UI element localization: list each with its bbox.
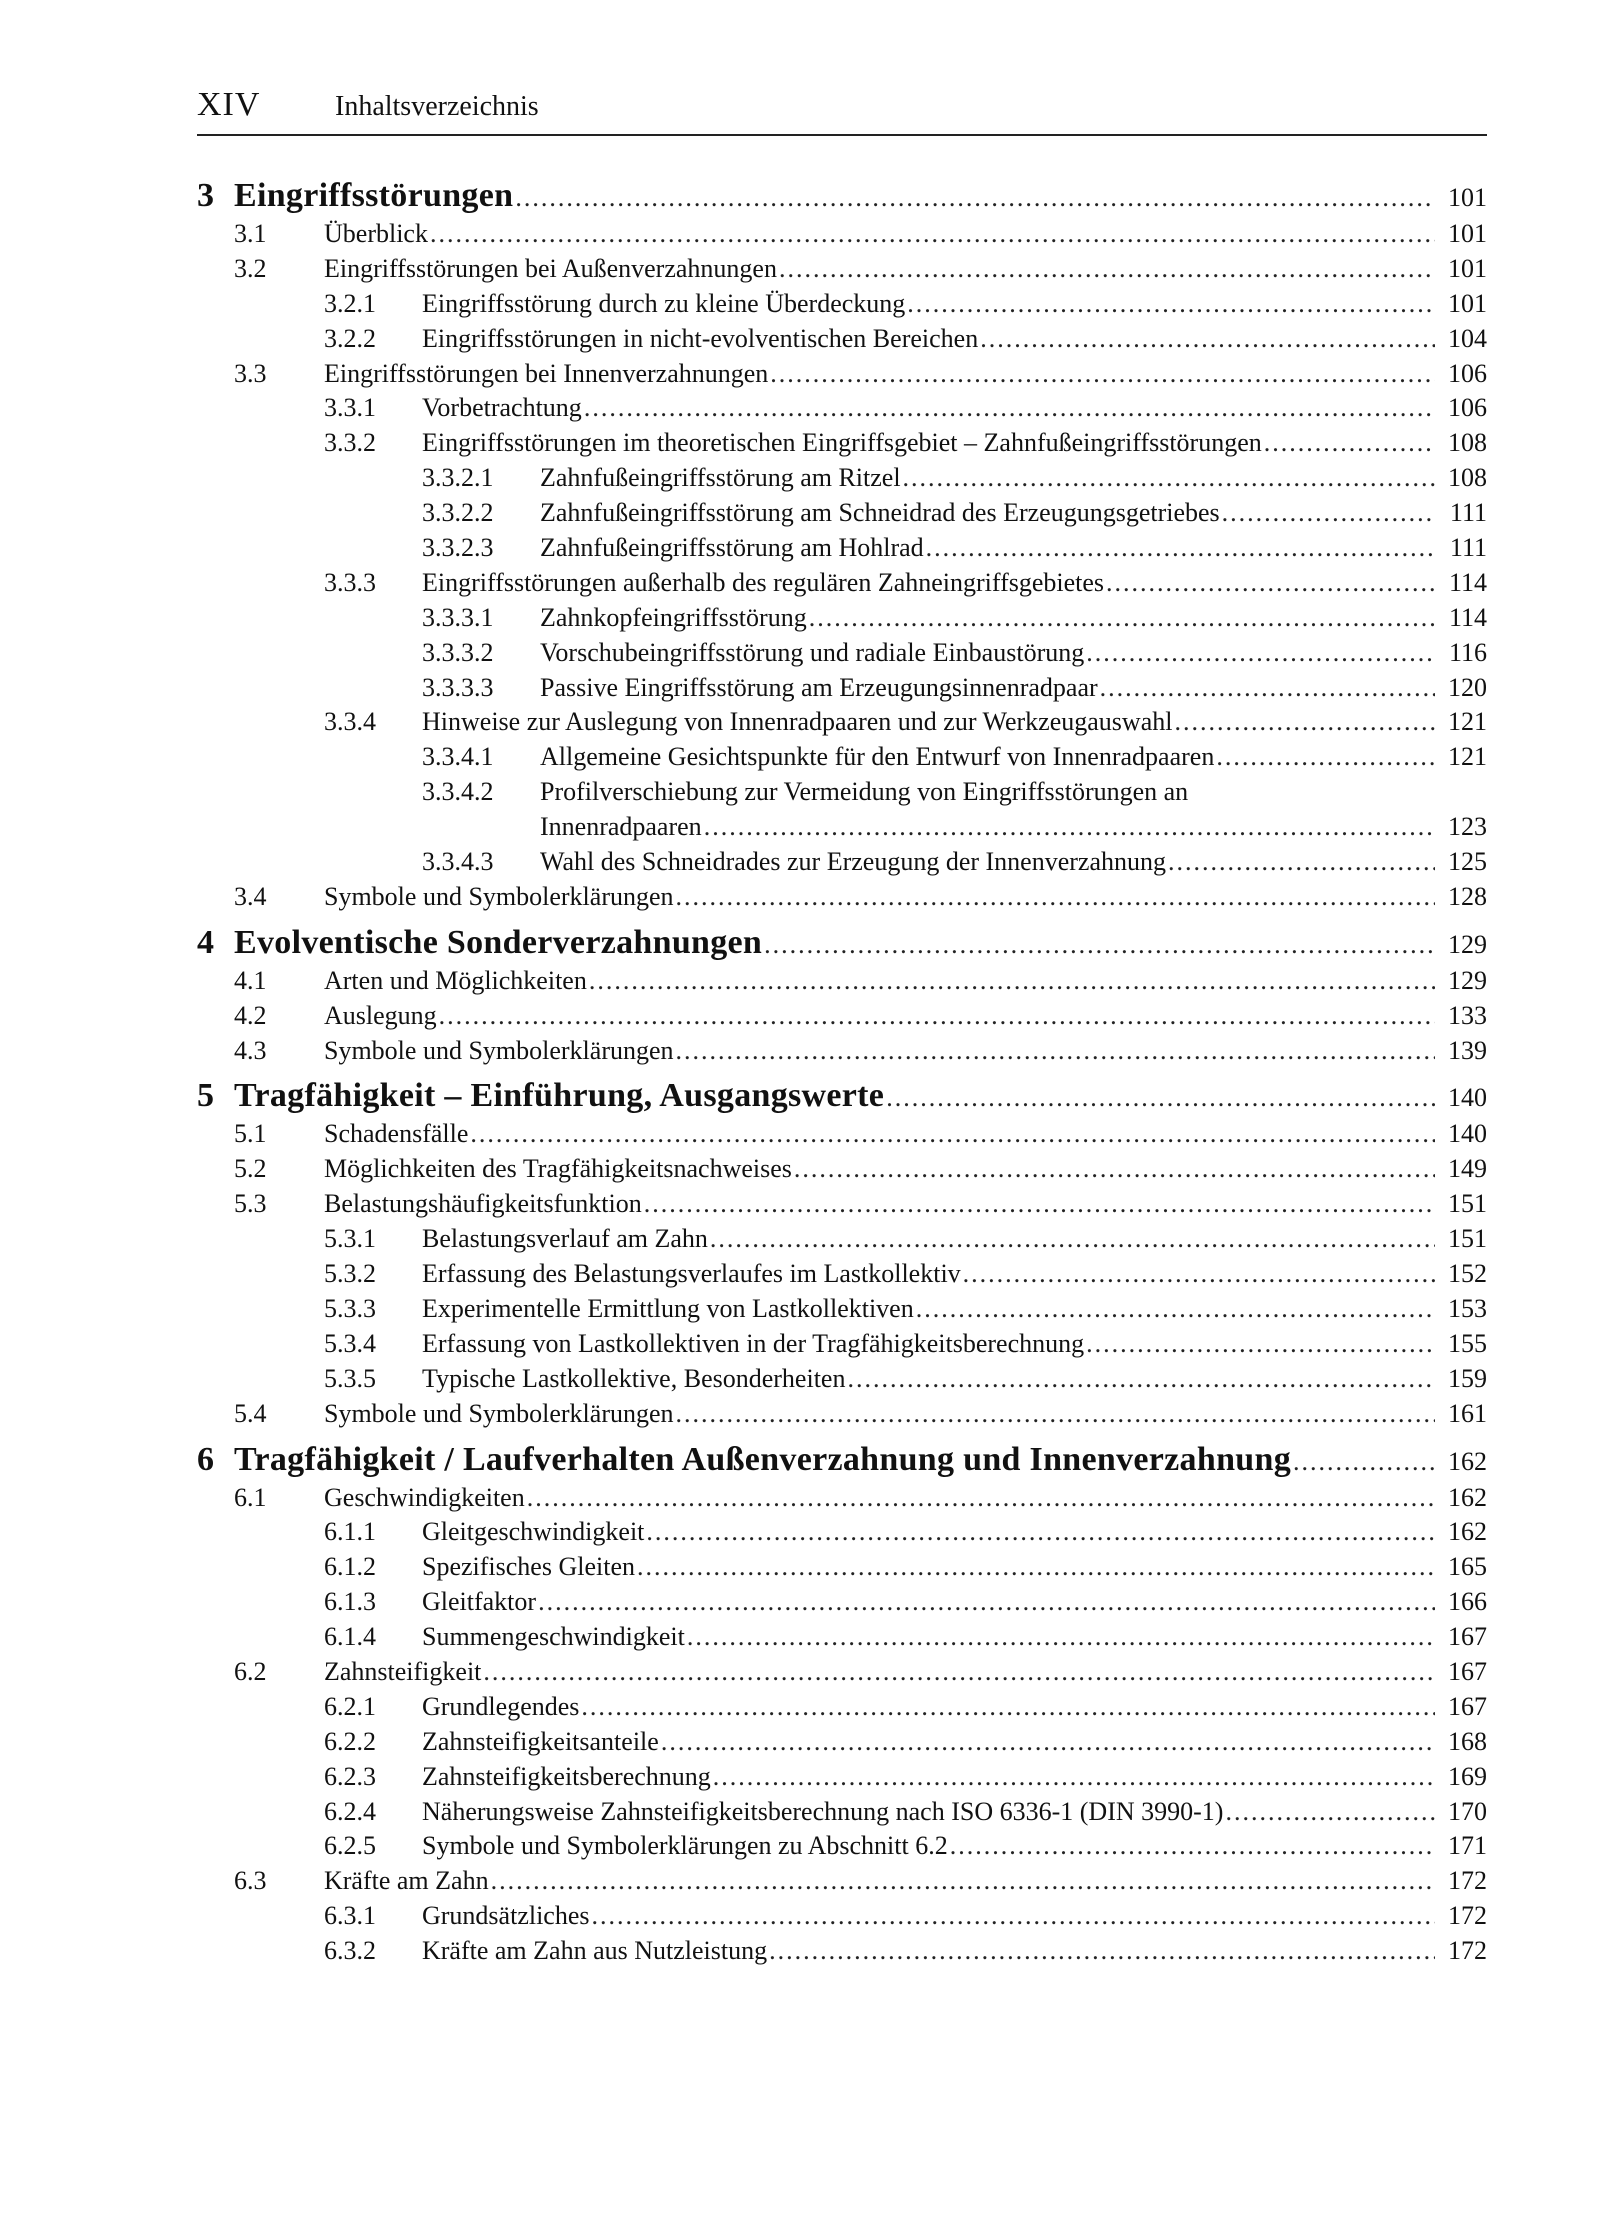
toc-page-number: 159 [1448,1363,1487,1393]
toc-leader-dots [1086,1327,1435,1362]
toc-subsection [197,391,1487,426]
toc-leader-dots [646,1515,1435,1550]
toc-number: 6.1.4 [324,1622,376,1652]
toc-subsection [197,1760,1487,1795]
toc-continuation [197,810,1487,845]
toc-title: Innenradpaaren [540,812,702,842]
toc-leader-dots [515,176,1435,219]
toc-leader-dots [769,1934,1435,1969]
toc-leader-dots [592,1899,1435,1934]
toc-page-number: 172 [1448,1866,1487,1896]
toc-number: 6 [197,1440,214,1478]
toc-number: 6.3 [234,1866,267,1896]
toc-number: 3.3.1 [324,393,376,423]
toc-title: Grundlegendes [422,1691,580,1721]
toc-leader-dots [1174,705,1435,740]
toc-title: Zahnfußeingriffsstörung am Schneidrad des Erzeugungsgetriebes [540,498,1220,528]
toc-title: Profilverschiebung zur Vermeidung von Eingriffsstörungen an [540,777,1189,807]
toc-title: Tragfähigkeit – Einführung, Ausgangswerte [234,1077,885,1115]
toc-title: Symbole und Symbolerklärungen [324,881,674,911]
toc-title: Eingriffsstörungen in nicht-evolventischen Bereichen [422,323,979,353]
toc-section [197,1481,1487,1516]
toc-page-number: 111 [1449,498,1487,528]
toc-section [197,999,1487,1034]
toc-page-number: 101 [1448,219,1487,248]
toc-page-number: 108 [1448,428,1487,458]
toc-section [197,1397,1487,1432]
toc-title: Symbole und Symbolerklärungen [324,1398,674,1428]
toc-leader-dots [794,1152,1435,1187]
toc-title: Symbole und Symbolerklärungen zu Abschnitt 6.2 [422,1831,948,1861]
toc-page-number: 121 [1448,707,1487,737]
toc-page-number: 111 [1449,533,1487,563]
toc-number: 3.2.1 [324,288,376,318]
toc-page-number: 167 [1448,1622,1487,1652]
toc-page-number: 114 [1448,602,1487,632]
toc-title: Belastungshäufigkeitsfunktion [324,1189,642,1219]
toc-chapter [197,1438,1487,1481]
toc-title: Überblick [324,219,428,248]
toc-number: 6.2.1 [324,1691,376,1721]
toc-number: 4.3 [234,1035,267,1065]
toc-title: Belastungsverlauf am Zahn [422,1224,708,1254]
toc-subsubsection [197,845,1487,880]
toc-title: Eingriffsstörungen [234,177,514,214]
toc-page-number: 153 [1448,1293,1487,1323]
toc-number: 6.1.1 [324,1517,376,1547]
toc-title: Eingriffsstörungen außerhalb des regulären Zahneingriffsgebietes [422,567,1105,597]
toc-section [197,1034,1487,1069]
toc-section [197,1864,1487,1899]
toc-page-number: 101 [1448,183,1487,212]
toc-page-number: 108 [1448,463,1487,493]
toc-title: Zahnkopfeingriffsstörung [540,602,807,632]
toc-title: Allgemeine Gesichtspunkte für den Entwurf von Innenradpaaren [540,742,1215,772]
toc-number: 3.4 [234,881,267,911]
toc-leader-dots [527,1481,1435,1516]
toc-title: Grundsätzliches [422,1901,590,1931]
toc-leader-dots [950,1829,1435,1864]
toc-chapter [197,174,1487,217]
toc-leader-dots [1100,671,1435,706]
toc-section [197,964,1487,999]
page-header [197,86,1487,136]
toc-number: 3.3.2.2 [422,498,494,528]
toc-page-number: 161 [1448,1398,1487,1428]
toc-title: Zahnfußeingriffsstörung am Ritzel [540,463,901,493]
toc-number: 3.3.3 [324,567,376,597]
toc-number: 3.3.3.1 [422,602,494,632]
toc-subsection [197,322,1487,357]
toc-title: Auslegung [324,1000,437,1030]
toc-subsection [197,1222,1487,1257]
toc-page-number: 116 [1448,637,1487,667]
toc-leader-dots [926,531,1435,566]
toc-subsubsection [197,740,1487,775]
toc-page-number: 140 [1448,1119,1487,1149]
toc-title: Schadensfälle [324,1119,469,1149]
toc-number: 3.3.2 [324,428,376,458]
toc-leader-dots [470,1117,1435,1152]
toc-section [197,1655,1487,1690]
toc-page-number: 101 [1448,253,1487,283]
toc-leader-dots [1293,1440,1435,1483]
toc-subsection [197,1690,1487,1725]
toc-leader-dots [538,1585,1435,1620]
toc-number: 5.3.1 [324,1224,376,1254]
toc-number: 6.2.3 [324,1761,376,1791]
toc-title: Vorschubeingriffsstörung und radiale Einbaustörung [540,637,1085,667]
toc-leader-dots [1222,496,1435,531]
toc-page-number: 151 [1448,1224,1487,1254]
toc-title: Erfassung des Belastungsverlaufes im Lastkollektiv [422,1259,961,1289]
toc-title: Gleitgeschwindigkeit [422,1517,645,1547]
table-of-contents [197,174,1487,1969]
toc-title: Symbole und Symbolerklärungen [324,1035,674,1065]
toc-page-number: 104 [1448,323,1487,353]
page-number: XIV [197,86,261,123]
toc-leader-dots [491,1864,1435,1899]
toc-subsection [197,1257,1487,1292]
toc-number: 3.2.2 [324,323,376,353]
toc-number: 6.1.3 [324,1587,376,1617]
toc-subsection [197,426,1487,461]
toc-leader-dots [907,287,1435,322]
toc-page-number: 151 [1448,1189,1487,1219]
toc-subsubsection [197,496,1487,531]
toc-leader-dots [589,964,1435,999]
toc-subsection [197,1725,1487,1760]
toc-title: Wahl des Schneidrades zur Erzeugung der Innenverzahnung [540,847,1166,877]
toc-leader-dots [1086,636,1435,671]
toc-leader-dots [809,601,1435,636]
toc-leader-dots [779,252,1435,287]
toc-chapter [197,1074,1487,1117]
toc-title: Eingriffsstörungen bei Innenverzahnungen [324,358,769,388]
toc-number: 3.3.4 [324,707,376,737]
toc-subsubsection [197,671,1487,706]
toc-subsection [197,1620,1487,1655]
toc-leader-dots [903,461,1435,496]
toc-number: 6.2.5 [324,1831,376,1861]
toc-page-number: 139 [1448,1035,1487,1065]
toc-leader-dots [916,1292,1435,1327]
toc-title: Tragfähigkeit / Laufverhalten Außenverzahnung und Innenverzahnung [234,1440,1291,1478]
toc-number: 6.3.2 [324,1936,376,1966]
toc-subsection [197,1550,1487,1585]
running-title: Inhaltsverzeichnis [335,91,539,122]
toc-leader-dots [713,1760,1435,1795]
toc-subsection [197,1515,1487,1550]
toc-title: Experimentelle Ermittlung von Lastkollektiven [422,1293,914,1323]
toc-leader-dots [886,1076,1435,1119]
toc-number: 3.3 [234,358,267,388]
toc-title: Näherungsweise Zahnsteifigkeitsberechnung nach ISO 6336-1 (DIN 3990-1) [422,1796,1224,1826]
toc-title: Vorbetrachtung [422,393,582,423]
toc-title: Kräfte am Zahn [324,1866,489,1896]
toc-subsection [197,1585,1487,1620]
toc-number: 3.3.3.2 [422,637,494,667]
toc-title: Zahnfußeingriffsstörung am Hohlrad [540,533,924,563]
toc-subsection [197,566,1487,601]
toc-leader-dots [676,880,1435,915]
toc-leader-dots [439,999,1435,1034]
toc-page-number: 169 [1448,1761,1487,1791]
toc-leader-dots [430,217,1435,252]
toc-subsection [197,1899,1487,1934]
toc-number: 5.1 [234,1119,267,1149]
toc-number: 6.2.2 [324,1726,376,1756]
toc-title: Eingriffsstörungen im theoretischen Eingriffsgebiet – Zahnfußeingriffsstörungen [422,428,1262,458]
toc-leader-dots [764,923,1435,966]
toc-page-number: 152 [1448,1259,1487,1289]
toc-leader-dots [770,357,1435,392]
toc-title: Möglichkeiten des Tragfähigkeitsnachweises [324,1154,792,1184]
toc-title: Erfassung von Lastkollektiven in der Tragfähigkeitsberechnung [422,1328,1085,1358]
toc-title: Evolventische Sonderverzahnungen [234,923,763,961]
toc-page-number: 121 [1448,742,1487,772]
toc-page-number: 155 [1448,1328,1487,1358]
toc-section [197,252,1487,287]
toc-subsubsection [197,636,1487,671]
toc-subsection [197,1292,1487,1327]
toc-page-number: 129 [1448,965,1487,995]
toc-number: 3.2 [234,253,267,283]
toc-subsection [197,1327,1487,1362]
toc-section [197,1187,1487,1222]
toc-page-number: 167 [1448,1691,1487,1721]
toc-number: 3 [197,177,214,214]
toc-leader-dots [1216,740,1435,775]
toc-page-number: 166 [1448,1587,1487,1617]
toc-page-number: 129 [1448,929,1487,959]
toc-number: 3.3.4.3 [422,847,494,877]
toc-leader-dots [581,1690,1435,1725]
toc-page-number: 162 [1448,1446,1487,1476]
toc-page-number: 171 [1448,1831,1487,1861]
toc-subsubsection [197,775,1487,810]
toc-title: Zahnsteifigkeit [324,1656,482,1686]
toc-page-number: 106 [1448,358,1487,388]
toc-number: 4.2 [234,1000,267,1030]
toc-number: 3.3.3.3 [422,672,494,702]
toc-subsection [197,1829,1487,1864]
toc-chapter [197,921,1487,964]
toc-title: Summengeschwindigkeit [422,1622,685,1652]
toc-leader-dots [980,322,1435,357]
toc-leader-dots [963,1257,1435,1292]
toc-leader-dots [637,1550,1435,1585]
toc-page-number: 125 [1448,847,1487,877]
toc-leader-dots [687,1620,1435,1655]
toc-number: 6.1.2 [324,1552,376,1582]
toc-page-number: 106 [1448,393,1487,423]
toc-number: 3.1 [234,219,267,248]
toc-number: 4.1 [234,965,267,995]
toc-number: 5.3.2 [324,1259,376,1289]
toc-section [197,357,1487,392]
toc-leader-dots [847,1362,1435,1397]
toc-page-number: 162 [1448,1517,1487,1547]
toc-title: Zahnsteifigkeitsanteile [422,1726,659,1756]
toc-page-number: 165 [1448,1552,1487,1582]
toc-leader-dots [483,1655,1435,1690]
toc-section [197,880,1487,915]
toc-leader-dots [1106,566,1435,601]
toc-section [197,1152,1487,1187]
toc-leader-dots [710,1222,1435,1257]
toc-subsection [197,1795,1487,1830]
toc-page-number: 123 [1448,812,1487,842]
toc-title: Hinweise zur Auslegung von Innenradpaaren und zur Werkzeugauswahl [422,707,1173,737]
toc-leader-dots [1168,845,1435,880]
toc-number: 6.2.4 [324,1796,376,1826]
toc-number: 3.3.2.3 [422,533,494,563]
toc-subsubsection [197,601,1487,636]
toc-number: 3.3.2.1 [422,463,494,493]
toc-number: 4 [197,923,214,961]
toc-subsubsection [197,531,1487,566]
toc-leader-dots [676,1034,1435,1069]
toc-subsection [197,705,1487,740]
toc-page-number: 162 [1448,1482,1487,1512]
toc-number: 6.1 [234,1482,267,1512]
toc-subsection [197,1362,1487,1397]
toc-number: 5 [197,1077,214,1115]
toc-number: 3.3.4.1 [422,742,494,772]
page [197,86,1487,1969]
toc-number: 5.2 [234,1154,267,1184]
toc-page-number: 149 [1448,1154,1487,1184]
toc-number: 5.3.5 [324,1363,376,1393]
toc-title: Eingriffsstörungen bei Außenverzahnungen [324,253,777,283]
toc-leader-dots [1225,1795,1435,1830]
toc-number: 5.4 [234,1398,267,1428]
toc-page-number: 101 [1448,288,1487,318]
toc-leader-dots [676,1397,1435,1432]
toc-title: Kräfte am Zahn aus Nutzleistung [422,1936,768,1966]
toc-number: 6.2 [234,1656,267,1686]
toc-title: Geschwindigkeiten [324,1482,525,1512]
toc-title: Typische Lastkollektive, Besonderheiten [422,1363,846,1393]
toc-title: Arten und Möglichkeiten [324,965,587,995]
toc-number: 5.3 [234,1189,267,1219]
toc-page-number: 172 [1448,1901,1487,1931]
toc-title: Spezifisches Gleiten [422,1552,635,1582]
toc-page-number: 128 [1448,881,1487,911]
toc-number: 5.3.3 [324,1293,376,1323]
toc-leader-dots [661,1725,1435,1760]
toc-page-number: 172 [1448,1936,1487,1966]
toc-page-number: 133 [1448,1000,1487,1030]
toc-subsection [197,1934,1487,1969]
toc-leader-dots [584,391,1435,426]
toc-page-number: 114 [1448,567,1487,597]
toc-subsubsection [197,461,1487,496]
toc-page-number: 168 [1448,1726,1487,1756]
toc-title: Passive Eingriffsstörung am Erzeugungsinnenradpaar [540,672,1098,702]
toc-section [197,217,1487,252]
toc-page-number: 170 [1448,1796,1487,1826]
toc-page-number: 140 [1448,1083,1487,1113]
toc-title: Zahnsteifigkeitsberechnung [422,1761,711,1791]
toc-number: 3.3.4.2 [422,777,494,807]
toc-leader-dots [704,810,1435,845]
toc-page-number: 167 [1448,1656,1487,1686]
toc-title: Eingriffsstörung durch zu kleine Überdeckung [422,288,906,318]
toc-leader-dots [1264,426,1435,461]
toc-section [197,1117,1487,1152]
toc-number: 5.3.4 [324,1328,376,1358]
toc-title: Gleitfaktor [422,1587,537,1617]
toc-page-number: 120 [1448,672,1487,702]
toc-leader-dots [644,1187,1435,1222]
toc-subsection [197,287,1487,322]
toc-number: 6.3.1 [324,1901,376,1931]
